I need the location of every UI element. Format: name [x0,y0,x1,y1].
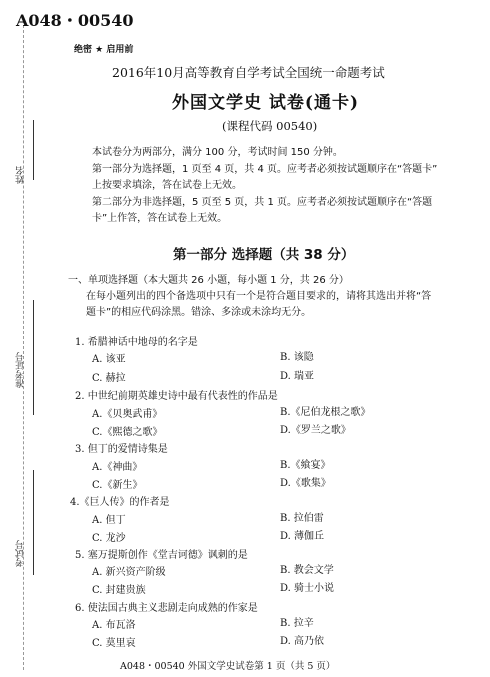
secret-label: 绝密 ★ 启用前 [74,45,134,55]
option-b: B.《尼伯龙根之歌》 [280,407,371,418]
question-stem: 3. 但丁的爱情诗集是 [75,444,168,455]
question-stem: 6. 使法国古典主义悲剧走向成熟的作家是 [75,603,258,614]
option-c: C.《熙德之歌》 [92,427,163,438]
option-a: A.《贝奥武甫》 [92,409,163,420]
question-stem: 5. 塞万提斯创作《堂吉诃德》讽刺的是 [75,550,248,561]
option-a: A. 布瓦洛 [92,620,136,631]
section-desc: 题卡”的相应代码涂黑。错涂、多涂或未涂均无分。 [86,307,312,318]
exam-no-label: 考试号 [16,540,26,567]
name-underline [33,120,34,180]
option-d: D. 高乃依 [280,636,325,647]
option-b: B. 该隐 [280,352,314,363]
option-a: A. 新兴资产阶级 [92,567,166,578]
option-d: D. 骑士小说 [280,583,335,594]
option-b: B. 拉伯雷 [280,513,324,524]
option-d: D.《歌集》 [280,478,331,489]
section-desc: 在每小题列出的四个备选项中只有一个是符合题目要求的，请将其选出并将“答 [86,291,432,302]
section-block [68,273,431,321]
paper-code: A048・00540 [16,11,134,30]
admission-label: 准考证号 [16,352,26,388]
option-d: D. 薄伽丘 [280,531,325,542]
admission-underline [33,300,34,415]
option-d: D.《罗兰之歌》 [280,425,351,436]
section-heading: 一、单项选择题（本大题共 26 小题，每小题 1 分，共 26 分） [68,275,349,286]
exam-name: 2016年10月高等教育自学考试全国统一命题考试 [112,65,385,80]
option-a: A. 该亚 [92,354,126,365]
option-b: B. 教会文学 [280,565,334,576]
instruction-line: 卡”上作答，答在试卷上无效。 [92,213,228,225]
option-c: C. 莫里哀 [92,638,136,649]
instruction-line: 本试卷分为两部分，满分 100 分，考试时间 150 分钟。 [92,147,343,158]
option-a: A.《神曲》 [92,462,143,473]
name-label: 姓名 [16,166,26,184]
instruction-line: 第一部分为选择题，1 页至 4 页，共 4 页。应考者必须按试题顺序在“答题卡” [92,163,438,175]
question-stem: 2. 中世纪前期英雄史诗中最有代表性的作品是 [75,391,278,402]
question-stem: 4.《巨人传》的作者是 [70,497,170,508]
page-title: 外国文学史 试卷(通卡) [172,93,360,113]
instruction-line: 上按要求填涂，答在试卷上无效。 [92,180,242,192]
binding-dashed-line [23,20,24,670]
instructions [92,145,462,228]
option-d: D. 瑞亚 [280,371,315,382]
page-footer: A048・00540 外国文学史试卷第 1 页（共 5 页） [120,661,336,672]
part-title: 第一部分 选择题（共 38 分） [173,247,355,263]
option-c: C. 龙沙 [92,533,126,544]
option-c: C.《新生》 [92,480,143,491]
exam-no-underline [33,470,34,575]
option-c: C. 封建贵族 [92,585,146,596]
option-b: B.《飨宴》 [280,460,331,471]
instruction-line: 第二部分为非选择题，5 页至 5 页，共 1 页。应考者必须按试题顺序在“答题 [92,196,433,208]
option-a: A. 但丁 [92,515,126,526]
course-code: (课程代码 00540) [222,119,318,133]
option-c: C. 赫拉 [92,373,126,384]
option-b: B. 拉辛 [280,618,314,629]
question-stem: 1. 希腊神话中地母的名字是 [75,337,198,348]
